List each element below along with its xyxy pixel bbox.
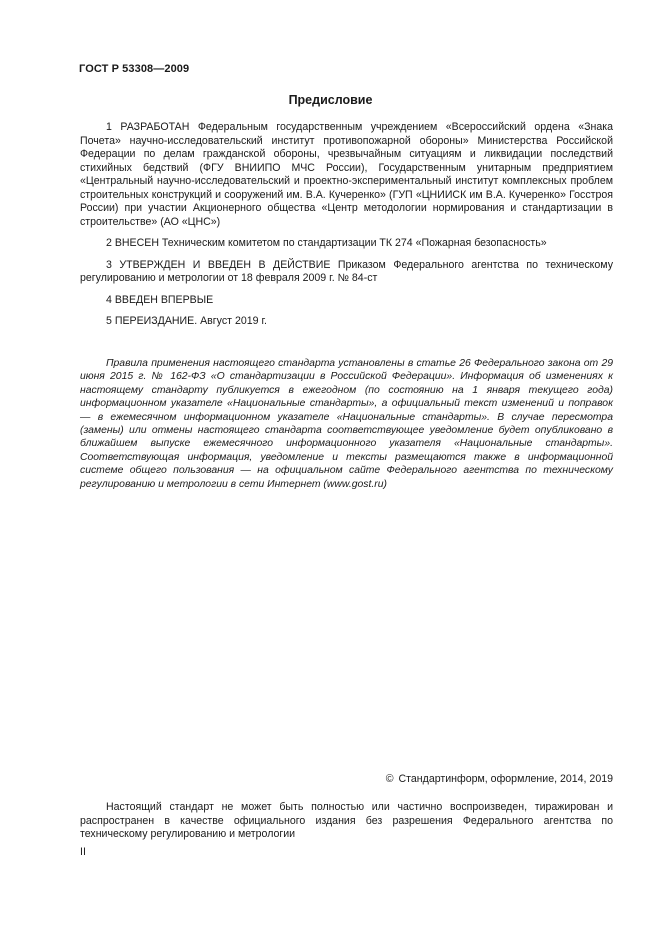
document-code: ГОСТ Р 53308—2009 — [79, 63, 190, 75]
reproduction-rights: Настоящий стандарт не может быть полностью или частично воспроизведен, тиражирован и распространен в качестве официального издания без разрешения Федерального агентства по техническому регулированию и метрологии — [80, 801, 613, 840]
foreword-item-2: 2 ВНЕСЕН Техническим комитетом по стандартизации ТК 274 «Пожарная безопасность» — [106, 237, 547, 249]
copyright-symbol: © — [385, 773, 394, 785]
foreword-item-3: 3 УТВЕРЖДЕН И ВВЕДЕН В ДЕЙСТВИЕ Приказом Федерального агентства по техническому регулированию и метрологии от 18 февраля 2009 г. № 84-ст — [80, 258, 613, 284]
foreword-item-5: 5 ПЕРЕИЗДАНИЕ. Август 2019 г. — [106, 315, 267, 327]
copyright-line — [386, 773, 613, 785]
foreword-items — [80, 121, 613, 337]
foreword-item-1: 1 РАЗРАБОТАН Федеральным государственным учреждением «Всероссийский ордена «Знака Почета» научно-исследовательский институт противопожарной обороны» Министерства Российской Федерации по делам гражданской обороны, чрезвычайным ситуациям и ликвидации последствий стихийных бедствий (ФГУ ВНИИПО МЧС России), Государственным унитарным предприятием «Центральный научно-исследовательский и проектно-экспериментальный институт комплексных проблем строительных конструкций и сооружений им. В.А. Кучеренко» (ГУП «ЦНИИСК им В.А. Кучеренко» Госстроя России) при участии Акционерного общества «Центр методологии нормирования и стандартизации в строительстве» (АО «ЦНС») — [80, 121, 613, 228]
foreword-item-4: 4 ВВЕДЕН ВПЕРВЫЕ — [106, 293, 214, 306]
application-notice: Правила применения настоящего стандарта установлены в статье 26 Федерального закона от 29 июня 2015 г. № 162-ФЗ «О стандартизации в Российской Федерации». Информация об изменениях к настоящему стандарту публикуется в ежегодном (по состоянию на 1 января текущего года) информационном указателе «Национальные стандарты», а официальный текст изменений и поправок — в ежемесячном информационном указателе «Национальные стандарты». В случае пересмотра (замены) или отмены настоящего стандарта соответствующее уведомление будет опубликовано в ближайшем выпуске ежемесячного информационного указателя «Национальные стандарты». Соответствующая информация, уведомление и тексты размещаются также в информационной системе общего пользования — на официальном сайте Федерального агентства по техническому регулированию и метрологии в сети Интернет (www.gost.ru) — [80, 358, 613, 490]
copyright-text: Стандартинформ, оформление, 2014, 2019 — [398, 773, 613, 785]
page-number: II — [80, 846, 86, 858]
page-title: Предисловие — [288, 93, 373, 107]
